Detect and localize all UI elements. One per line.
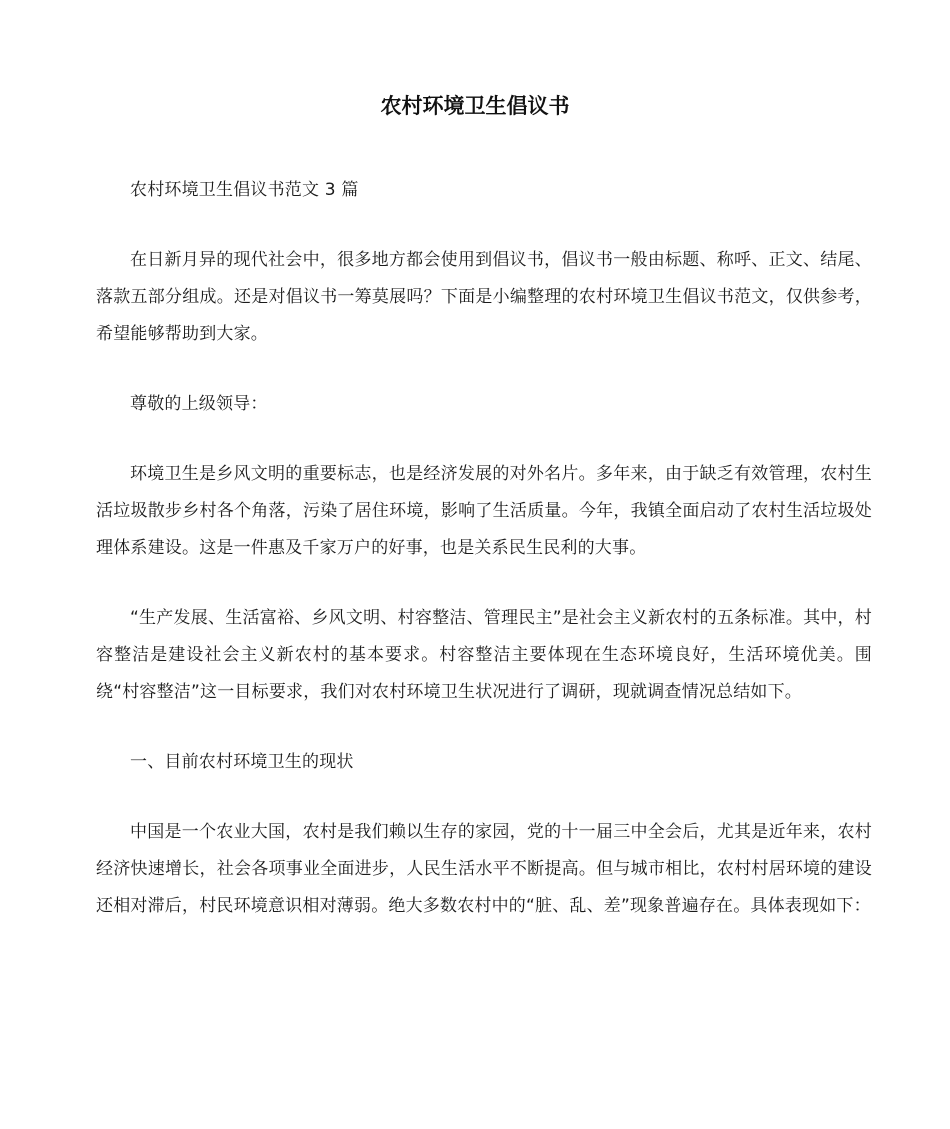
- document-body: [96, 172, 872, 958]
- body-paragraph: “生产发展、生活富裕、乡风文明、村容整洁、管理民主”是社会主义新农村的五条标准。其中，村容整洁是建设社会主义新农村的基本要求。村容整洁主要体现在生态环境良好，生活环境优美。围绕“村容整洁”这一目标要求，我们对农村环境卫生状况进行了调研，现就调查情况总结如下。: [96, 608, 872, 702]
- body-paragraph: 环境卫生是乡风文明的重要标志，也是经济发展的对外名片。多年来，由于缺乏有效管理，农村生活垃圾散步乡村各个角落，污染了居住环境，影响了生活质量。今年，我镇全面启动了农村生活垃圾处理体系建设。这是一件惠及千家万户的好事，也是关系民生民利的大事。: [96, 464, 872, 558]
- body-paragraph: 中国是一个农业大国，农村是我们赖以生存的家园，党的十一届三中全会后，尤其是近年来，农村经济快速增长，社会各项事业全面进步，人民生活水平不断提高。但与城市相比，农村村居环境的建设还相对滞后，村民环境意识相对薄弱。绝大多数农村中的“脏、乱、差”现象普遍存在。具体表现如下：: [96, 822, 872, 916]
- subtitle-paragraph: 农村环境卫生倡议书范文 3 篇: [130, 180, 359, 200]
- section-heading: 一、目前农村环境卫生的现状: [130, 752, 354, 772]
- document-title: 农村环境卫生倡议书: [380, 94, 570, 118]
- intro-paragraph: 在日新月异的现代社会中，很多地方都会使用到倡议书，倡议书一般由标题、称呼、正文、结尾、落款五部分组成。还是对倡议书一筹莫展吗？下面是小编整理的农村环境卫生倡议书范文，仅供参考，希望能够帮助到大家。: [96, 250, 872, 344]
- salutation-paragraph: 尊敬的上级领导：: [130, 394, 268, 414]
